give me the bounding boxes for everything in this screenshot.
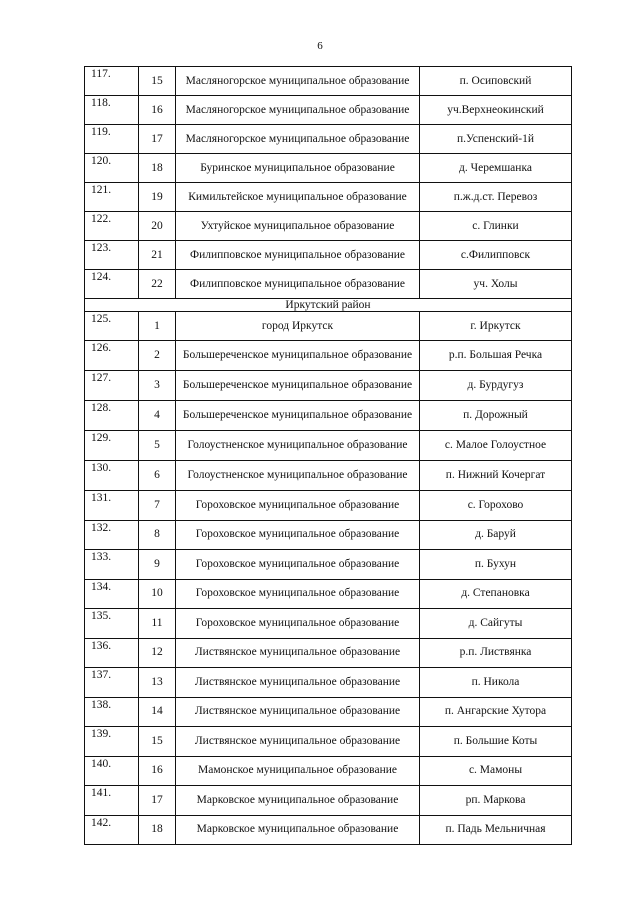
- row-index: 3: [139, 371, 176, 401]
- municipality-name: Листвянское муниципальное образование: [176, 638, 420, 668]
- row-index: 15: [139, 727, 176, 757]
- table-row: [85, 668, 572, 698]
- settlements-table: [84, 66, 572, 845]
- row-index: 15: [139, 67, 176, 96]
- settlement-name: д. Баруй: [420, 520, 572, 550]
- row-number: 133.: [85, 550, 139, 580]
- municipality-name: Большереченское муниципальное образование: [176, 371, 420, 401]
- settlement-name: уч. Холы: [420, 270, 572, 299]
- table-row: [85, 183, 572, 212]
- municipality-name: Листвянское муниципальное образование: [176, 697, 420, 727]
- settlement-name: д. Степановка: [420, 579, 572, 609]
- table-row: [85, 341, 572, 371]
- settlement-name: с. Малое Голоустное: [420, 431, 572, 461]
- table-row: [85, 609, 572, 639]
- table-row: [85, 431, 572, 461]
- municipality-name: Листвянское муниципальное образование: [176, 668, 420, 698]
- municipality-name: Голоустненское муниципальное образование: [176, 431, 420, 461]
- row-number: 122.: [85, 212, 139, 241]
- municipality-name: Листвянское муниципальное образование: [176, 727, 420, 757]
- settlement-name: рп. Маркова: [420, 786, 572, 816]
- row-index: 18: [139, 815, 176, 845]
- table-row: [85, 67, 572, 96]
- row-number: 129.: [85, 431, 139, 461]
- settlement-name: п. Дорожный: [420, 401, 572, 431]
- row-number: 138.: [85, 697, 139, 727]
- settlement-name: п. Падь Мельничная: [420, 815, 572, 845]
- row-number: 141.: [85, 786, 139, 816]
- settlement-name: п. Ангарские Хутора: [420, 697, 572, 727]
- row-index: 6: [139, 461, 176, 491]
- table-row: [85, 154, 572, 183]
- settlement-name: п. Нижний Кочергат: [420, 461, 572, 491]
- row-number: 127.: [85, 371, 139, 401]
- settlement-name: п. Никола: [420, 668, 572, 698]
- settlement-name: п.Успенский-1й: [420, 125, 572, 154]
- row-index: 5: [139, 431, 176, 461]
- row-number: 124.: [85, 270, 139, 299]
- row-number: 137.: [85, 668, 139, 698]
- settlement-name: с. Глинки: [420, 212, 572, 241]
- municipality-name: Масляногорское муниципальное образование: [176, 125, 420, 154]
- row-index: 16: [139, 756, 176, 786]
- row-index: 17: [139, 125, 176, 154]
- row-number: 134.: [85, 579, 139, 609]
- district-heading-row: [85, 299, 572, 312]
- row-number: 132.: [85, 520, 139, 550]
- page-number: 6: [317, 40, 323, 52]
- table-row: [85, 491, 572, 521]
- row-index: 10: [139, 579, 176, 609]
- row-number: 130.: [85, 461, 139, 491]
- row-number: 120.: [85, 154, 139, 183]
- municipality-name: город Иркутск: [176, 312, 420, 341]
- row-number: 123.: [85, 241, 139, 270]
- row-index: 14: [139, 697, 176, 727]
- district-heading: Иркутский район: [85, 299, 572, 312]
- municipality-name: Филипповское муниципальное образование: [176, 241, 420, 270]
- table-row: [85, 125, 572, 154]
- table-row: [85, 638, 572, 668]
- settlement-name: р.п. Листвянка: [420, 638, 572, 668]
- municipality-name: Ухтуйское муниципальное образование: [176, 212, 420, 241]
- settlement-name: д. Бурдугуз: [420, 371, 572, 401]
- municipality-name: Гороховское муниципальное образование: [176, 491, 420, 521]
- table-row: [85, 697, 572, 727]
- row-index: 20: [139, 212, 176, 241]
- row-number: 117.: [85, 67, 139, 96]
- row-number: 142.: [85, 815, 139, 845]
- municipality-name: Гороховское муниципальное образование: [176, 550, 420, 580]
- row-index: 12: [139, 638, 176, 668]
- table-row: [85, 212, 572, 241]
- row-number: 128.: [85, 401, 139, 431]
- municipality-name: Филипповское муниципальное образование: [176, 270, 420, 299]
- row-index: 11: [139, 609, 176, 639]
- row-number: 126.: [85, 341, 139, 371]
- settlement-name: п.ж.д.ст. Перевоз: [420, 183, 572, 212]
- municipality-name: Большереченское муниципальное образование: [176, 401, 420, 431]
- settlement-name: п. Большие Коты: [420, 727, 572, 757]
- settlement-name: с. Мамоны: [420, 756, 572, 786]
- table-row: [85, 579, 572, 609]
- table-row: [85, 786, 572, 816]
- row-number: 131.: [85, 491, 139, 521]
- settlement-name: д. Сайгуты: [420, 609, 572, 639]
- municipality-name: Голоустненское муниципальное образование: [176, 461, 420, 491]
- row-number: 140.: [85, 756, 139, 786]
- row-index: 22: [139, 270, 176, 299]
- table-row: [85, 371, 572, 401]
- table-row: [85, 270, 572, 299]
- row-number: 135.: [85, 609, 139, 639]
- row-index: 16: [139, 96, 176, 125]
- row-index: 9: [139, 550, 176, 580]
- row-index: 19: [139, 183, 176, 212]
- row-index: 2: [139, 341, 176, 371]
- table-row: [85, 96, 572, 125]
- municipality-name: Гороховское муниципальное образование: [176, 520, 420, 550]
- row-index: 7: [139, 491, 176, 521]
- municipality-name: Кимильтейское муниципальное образование: [176, 183, 420, 212]
- municipality-name: Масляногорское муниципальное образование: [176, 96, 420, 125]
- row-index: 1: [139, 312, 176, 341]
- table-row: [85, 401, 572, 431]
- row-number: 121.: [85, 183, 139, 212]
- table-row: [85, 461, 572, 491]
- municipality-name: Большереченское муниципальное образование: [176, 341, 420, 371]
- settlement-name: с. Горохово: [420, 491, 572, 521]
- table-row: [85, 312, 572, 341]
- table-row: [85, 727, 572, 757]
- settlement-name: г. Иркутск: [420, 312, 572, 341]
- municipality-name: Марковское муниципальное образование: [176, 786, 420, 816]
- table-row: [85, 756, 572, 786]
- settlement-name: р.п. Большая Речка: [420, 341, 572, 371]
- settlement-name: п. Осиповский: [420, 67, 572, 96]
- row-index: 21: [139, 241, 176, 270]
- row-number: 118.: [85, 96, 139, 125]
- row-index: 4: [139, 401, 176, 431]
- table-row: [85, 550, 572, 580]
- municipality-name: Мамонское муниципальное образование: [176, 756, 420, 786]
- row-index: 17: [139, 786, 176, 816]
- row-number: 139.: [85, 727, 139, 757]
- row-number: 119.: [85, 125, 139, 154]
- table-row: [85, 520, 572, 550]
- settlement-name: д. Черемшанка: [420, 154, 572, 183]
- row-number: 136.: [85, 638, 139, 668]
- table-row: [85, 241, 572, 270]
- municipality-name: Буринское муниципальное образование: [176, 154, 420, 183]
- settlement-name: с.Филипповск: [420, 241, 572, 270]
- row-index: 13: [139, 668, 176, 698]
- settlement-name: уч.Верхнеокинский: [420, 96, 572, 125]
- settlement-name: п. Бухун: [420, 550, 572, 580]
- municipality-name: Масляногорское муниципальное образование: [176, 67, 420, 96]
- table-row: [85, 815, 572, 845]
- municipality-name: Гороховское муниципальное образование: [176, 609, 420, 639]
- municipality-name: Марковское муниципальное образование: [176, 815, 420, 845]
- row-index: 8: [139, 520, 176, 550]
- row-number: 125.: [85, 312, 139, 341]
- municipality-name: Гороховское муниципальное образование: [176, 579, 420, 609]
- row-index: 18: [139, 154, 176, 183]
